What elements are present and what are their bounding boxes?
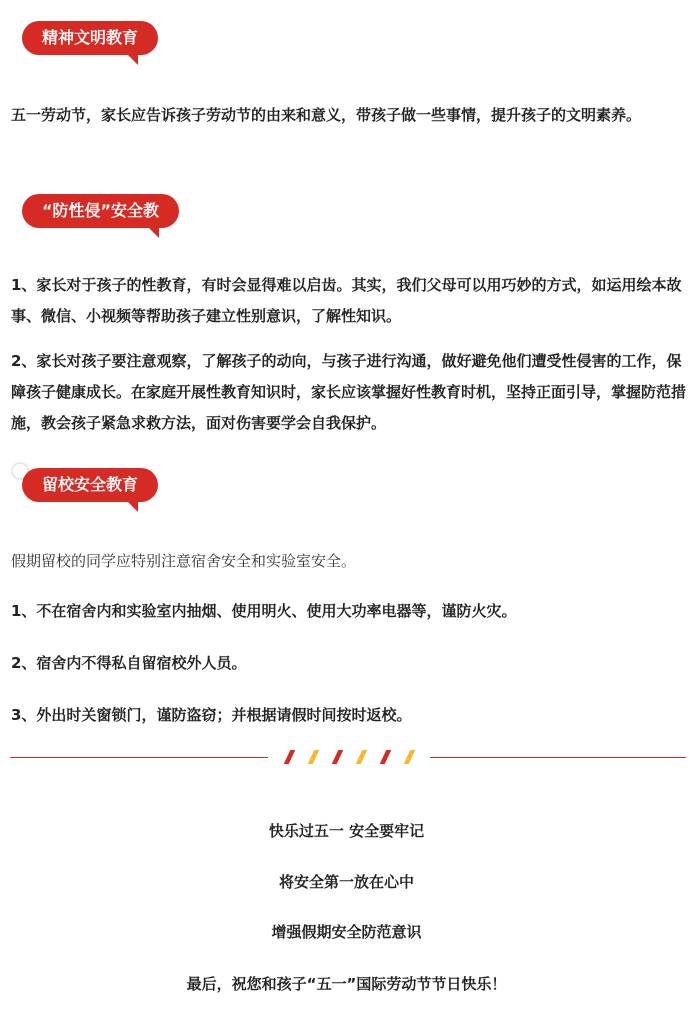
divider-stripe <box>308 750 320 764</box>
divider-stripe <box>380 750 392 764</box>
campus-stay-item-3: 3、外出时关窗锁门，谨防盗窃；并根据请假时间按时返校。 <box>11 706 412 724</box>
section-badge-civilization: 精神文明教育 <box>22 21 158 55</box>
campus-stay-intro: 假期留校的同学应特别注意宿舍安全和实验室安全。 <box>11 552 357 570</box>
anti-abuse-paragraph-1: 1、家长对于孩子的性教育，有时会显得难以启齿。其实，我们父母可以用巧妙的方式，如运用绘本故事、微信、小视频等帮助孩子建立性别意识，了解性知识。 <box>11 276 682 325</box>
section-badge-anti-abuse: “防性侵”安全教 <box>22 194 179 228</box>
campus-stay-item-1: 1、不在宿舍内和实验室内抽烟、使用明火、使用大功率电器等，谨防火灾。 <box>11 602 517 620</box>
civilization-paragraph: 五一劳动节，家长应告诉孩子劳动节的由来和意义，带孩子做一些事情，提升孩子的文明素养。 <box>11 106 642 124</box>
divider-line-right <box>430 757 686 758</box>
anti-abuse-paragraph-2: 2、家长对孩子要注意观察，了解孩子的动向，与孩子进行沟通，做好避免他们遭受性侵害的工作，保障孩子健康成长。在家庭开展性教育知识时，家长应该掌握好性教育时机，坚持正面引导，掌握防范措施，教会孩子紧急求救方法，面对伤害要学会自我保护。 <box>11 352 687 432</box>
section-badge-campus-stay: 留校安全教育 <box>22 468 158 502</box>
divider-stripe <box>404 750 416 764</box>
closing-line-2: 将安全第一放在心中 <box>278 873 414 891</box>
closing-line-3: 增强假期安全防范意识 <box>271 923 422 941</box>
divider-stripe <box>284 750 296 764</box>
divider-line-left <box>10 757 268 758</box>
closing-line-4: 最后，祝您和孩子“五一”国际劳动节节日快乐！ <box>186 975 507 993</box>
closing-line-1: 快乐过五一 安全要牢记 <box>268 822 425 840</box>
divider-stripe <box>332 750 344 764</box>
divider-stripe <box>356 750 368 764</box>
campus-stay-item-2: 2、宿舍内不得私自留宿校外人员。 <box>11 654 247 672</box>
